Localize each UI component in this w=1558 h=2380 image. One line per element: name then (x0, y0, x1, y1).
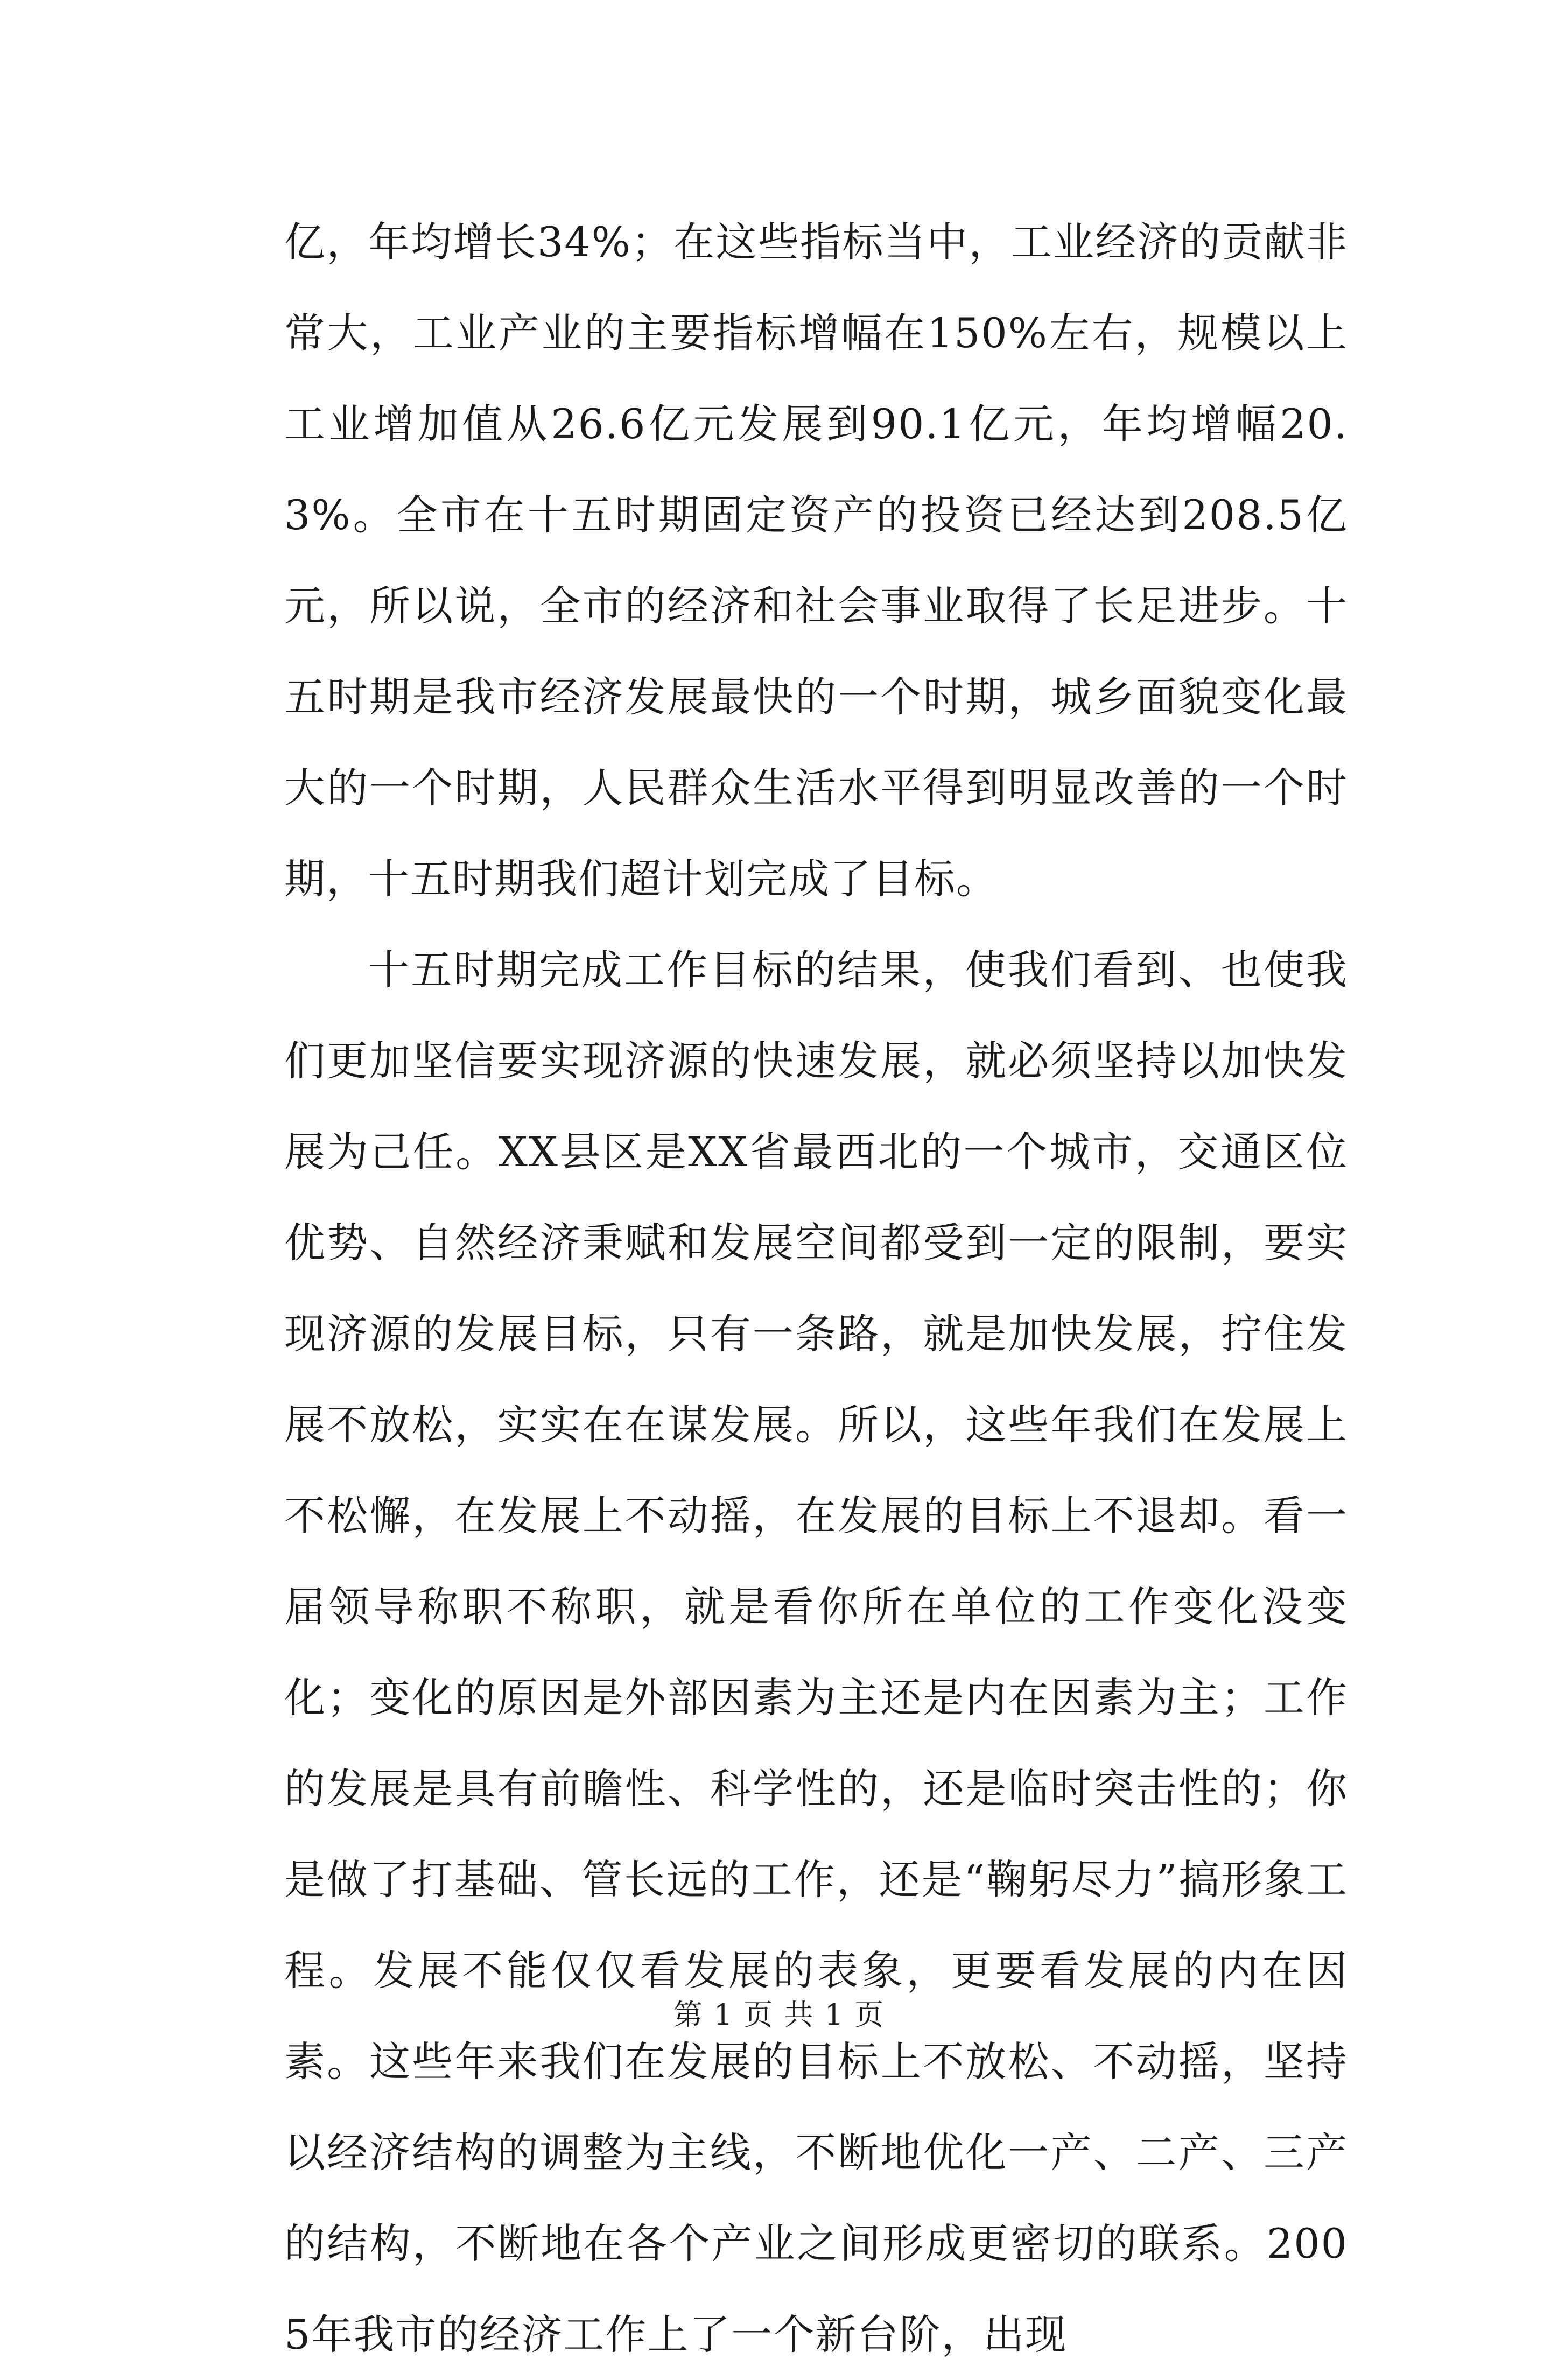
document-body (284, 196, 1348, 2380)
paragraph-1: 亿，年均增长34%；在这些指标当中，工业经济的贡献非常大，工业产业的主要指标增幅在150%左右，规模以上工业增加值从26.6亿元发展到90.1亿元，年均增幅20.3%。全市在十五时期固定资产的投资已经达到208.5亿元，所以说，全市的经济和社会事业取得了长足进步。十五时期是我市经济发展最快的一个时期，城乡面貌变化最大的一个时期，人民群众生活水平得到明显改善的一个时期，十五时期我们超计划完成了目标。 (284, 218, 1348, 903)
paragraph-2: 十五时期完成工作目标的结果，使我们看到、也使我们更加坚信要实现济源的快速发展，就必须坚持以加快发展为己任。XX县区是XX省最西北的一个城市，交通区位优势、自然经济秉赋和发展空间都受到一定的限制，要实现济源的发展目标，只有一条路，就是加快发展，拧住发展不放松，实实在在谋发展。所以，这些年我们在发展上不松懈，在发展上不动摇，在发展的目标上不退却。看一届领导称职不称职，就是看你所在单位的工作变化没变化；变化的原因是外部因素为主还是内在因素为主；工作的发展是具有前瞻性、科学性的，还是临时突击性的；你是做了打基础、管长远的工作，还是“鞠躬尽力”搞形象工程。发展不能仅仅看发展的表象，更要看发展的内在因素。这些年来我们在发展的目标上不放松、不动摇，坚持以经济结构的调整为主线，不断地优化一产、二产、三产的结构，不断地在各个产业之间形成更密切的联系。2005年我市的经济工作上了一个新台阶，出现 (284, 946, 1348, 2358)
page-footer: 第 1 页 共 1 页 (673, 1998, 885, 2032)
